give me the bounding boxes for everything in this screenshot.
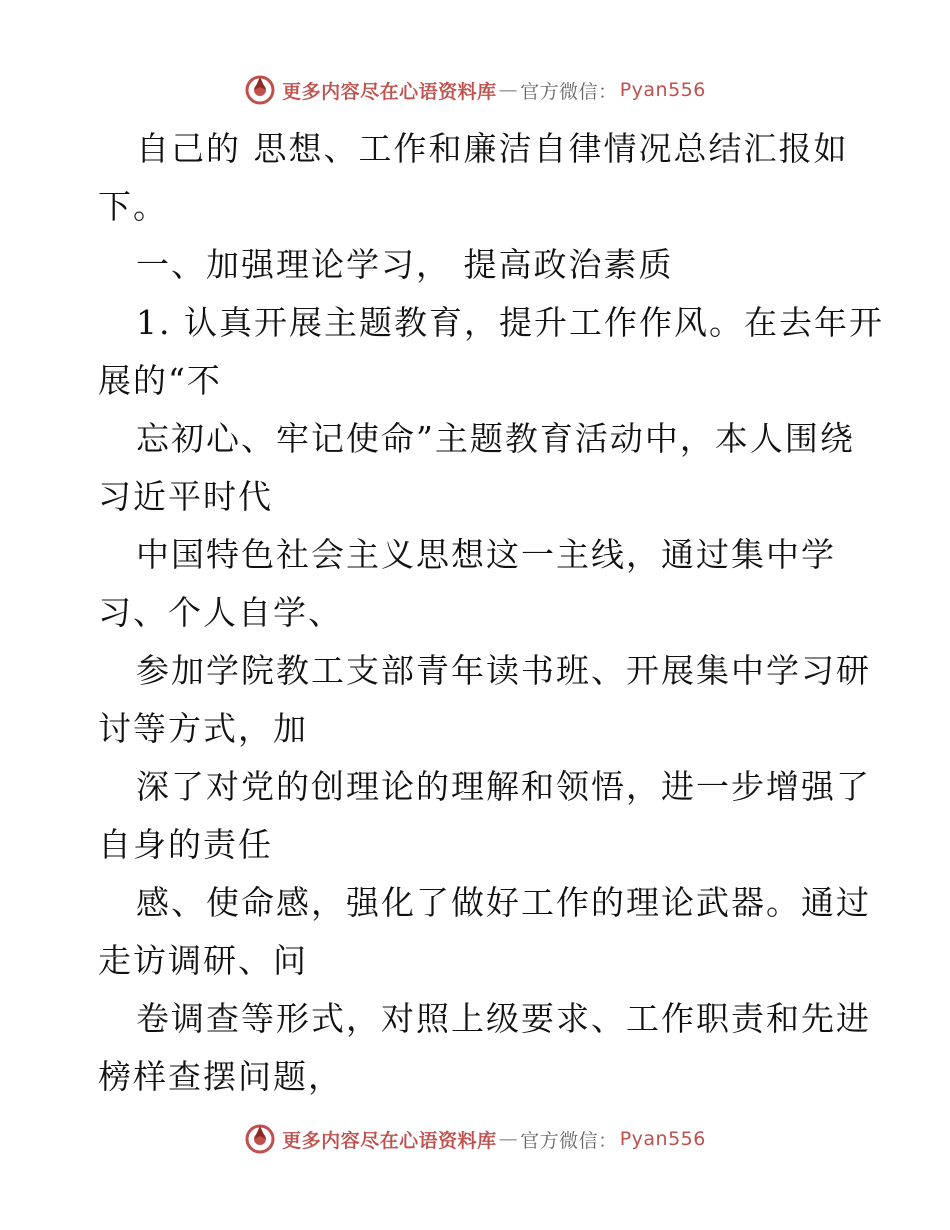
watermark-id: Pyan556 xyxy=(619,1128,706,1150)
document-body xyxy=(98,120,884,1106)
section-heading: 一、加强理论学习， 提高政治素质 xyxy=(136,245,674,284)
watermark-brand-text: 更多内容尽在心语资料库 xyxy=(282,1129,497,1152)
text-line: 卷调查等形式，对照上级要求、工作职责和先进 xyxy=(136,999,871,1038)
text-line: 习近平时代 xyxy=(98,477,273,516)
text-line: 习、个人自学、 xyxy=(98,593,343,632)
text-line: 1. 认真开展主题教育，提升工作作风。在去年开 xyxy=(136,303,884,342)
watermark-separator: — xyxy=(498,79,519,101)
text-line: 展的“不 xyxy=(98,361,222,400)
watermark-separator: — xyxy=(498,1128,519,1150)
text-line: 自身的责任 xyxy=(98,825,273,864)
text-line: 参加学院教工支部青年读书班、开展集中学习研 xyxy=(136,651,871,690)
watermark-sub-text: 官方微信： xyxy=(520,1129,618,1152)
text-line: 感、使命感，强化了做好工作的理论武器。通过 xyxy=(136,883,871,922)
text-line: 忘初心、牢记使命”主题教育活动中，本人围绕 xyxy=(136,419,855,458)
text-line: 讨等方式，加 xyxy=(98,709,308,748)
text-line: 榜样查摆问题， xyxy=(98,1057,343,1096)
footer-watermark xyxy=(0,1119,950,1159)
watermark-sub-text: 官方微信： xyxy=(520,80,618,103)
watermark-brand-text: 更多内容尽在心语资料库 xyxy=(282,80,497,103)
text-line: 走访调研、问 xyxy=(98,941,308,980)
text-line: 自己的 思想、工作和廉洁自律情况总结汇报如 xyxy=(136,129,849,168)
brand-logo-icon xyxy=(244,1123,276,1155)
header-watermark xyxy=(0,70,950,110)
text-line: 深了对党的创理论的理解和领悟，进一步增强了 xyxy=(136,767,871,806)
watermark-id: Pyan556 xyxy=(619,79,706,101)
text-line: 下。 xyxy=(98,187,168,226)
text-line: 中国特色社会主义思想这一主线，通过集中学 xyxy=(136,535,836,574)
brand-logo-icon xyxy=(244,74,276,106)
